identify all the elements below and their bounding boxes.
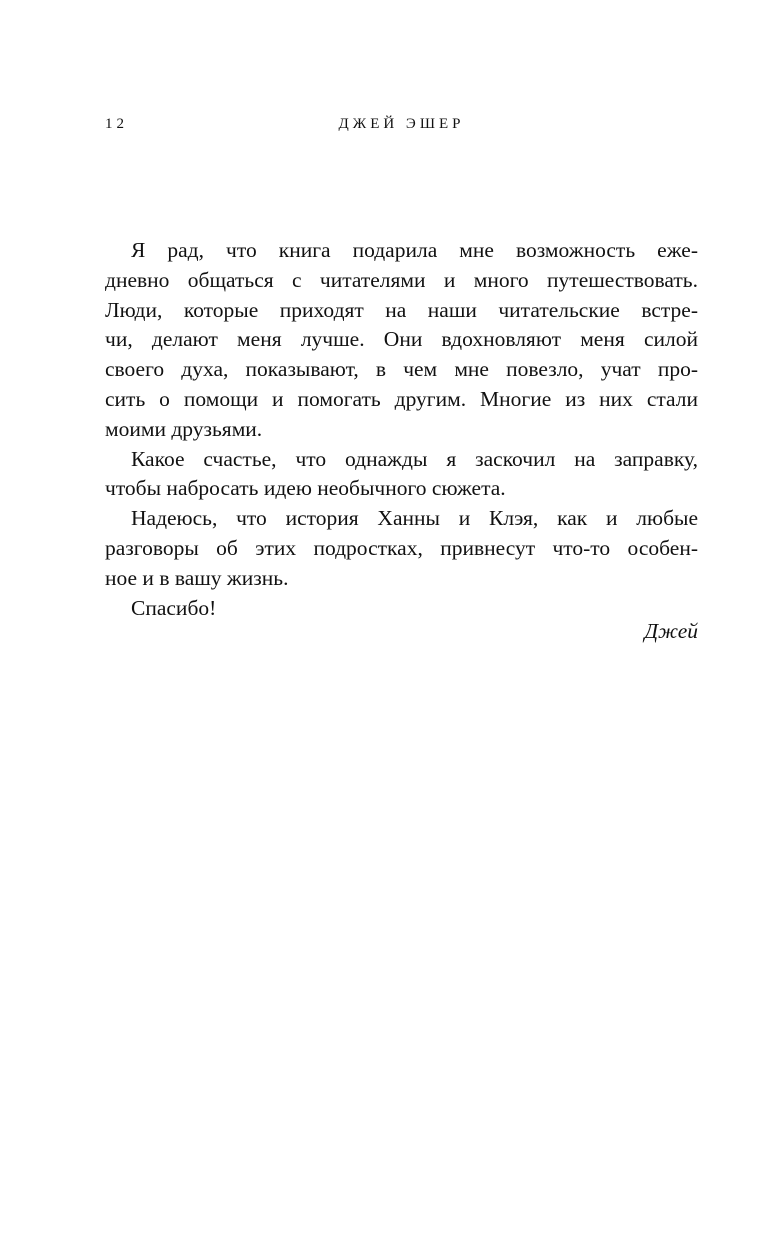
text-line: Спасибо!	[131, 595, 217, 620]
text-line: чи, делают меня лучше. Они вдохновляют меня силой	[105, 327, 698, 352]
text-line: чтобы набросать идею необычного сюжета.	[105, 476, 506, 501]
running-head: ДЖЕЙ ЭШЕР	[338, 116, 465, 132]
paragraph-2	[105, 445, 698, 505]
text-line: моими друзьями.	[105, 416, 263, 441]
page-header	[105, 116, 698, 136]
text-line: ное и в вашу жизнь.	[105, 565, 289, 590]
text-line: разговоры об этих подростках, привнесут что-то особен-	[105, 535, 698, 560]
paragraph-1	[105, 236, 698, 445]
text-line: Надеюсь, что история Ханны и Клэя, как и любые	[131, 506, 698, 531]
page-number: 12	[105, 116, 128, 132]
signature: Джей	[644, 619, 698, 643]
text-line: Какое счастье, что однажды я заскочил на заправку,	[131, 446, 698, 471]
paragraph-3	[105, 504, 698, 593]
text-line: Люди, которые приходят на наши читательские встре-	[105, 297, 698, 322]
text-line: сить о помощи и помогать другим. Многие из них стали	[105, 386, 698, 411]
body-text	[105, 236, 698, 623]
paragraph-4	[105, 594, 698, 624]
text-line: Я рад, что книга подарила мне возможность еже-	[131, 238, 698, 262]
text-line: дневно общаться с читателями и много путешествовать.	[105, 267, 698, 292]
text-line: своего духа, показывают, в чем мне повезло, учат про-	[105, 357, 698, 382]
